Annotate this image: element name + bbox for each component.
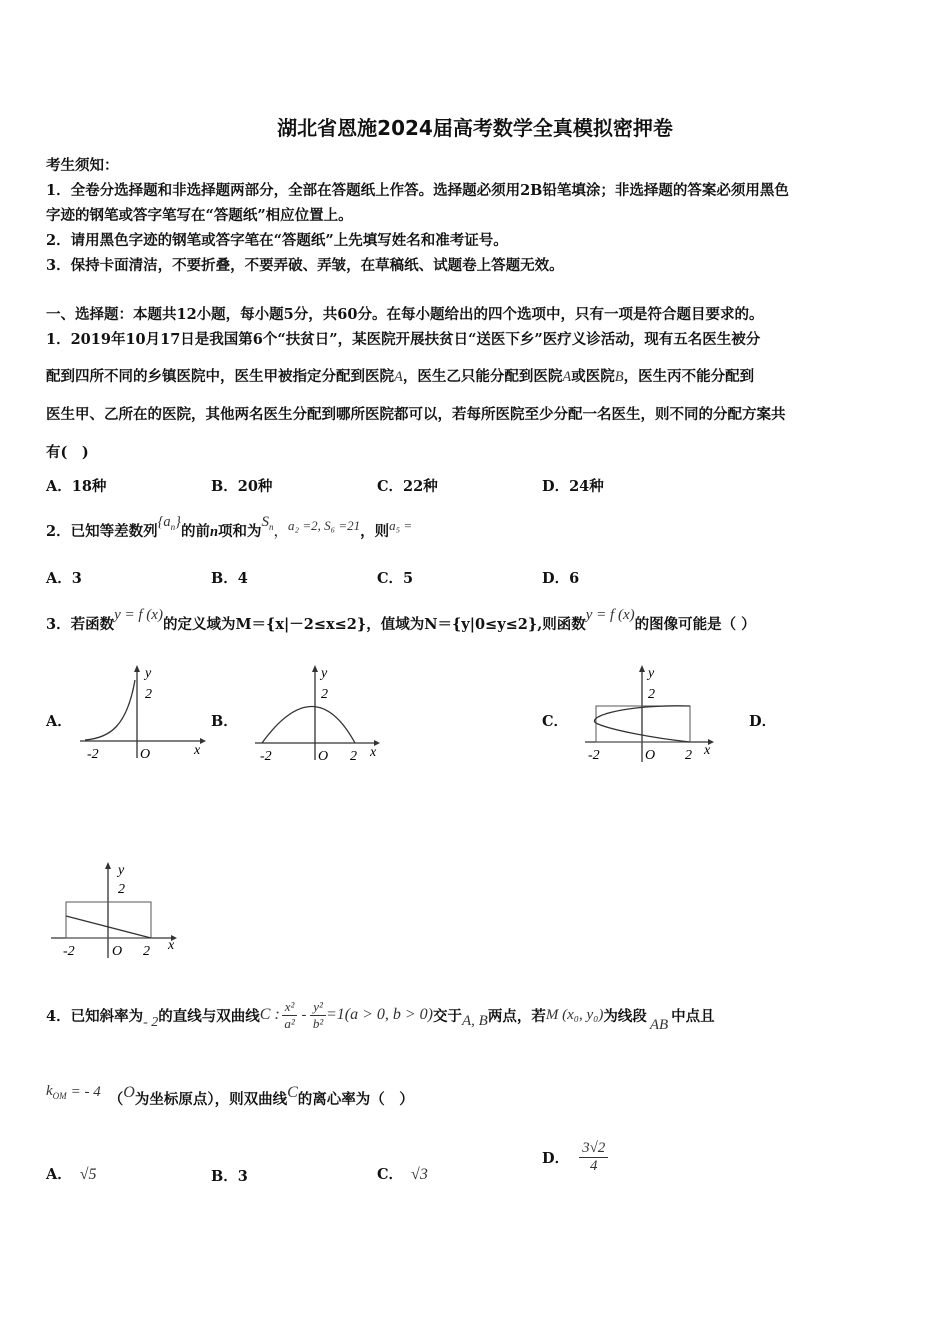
graph-b bbox=[252, 660, 392, 765]
q3-option-a[interactable]: A． bbox=[46, 713, 72, 730]
q1-line3: 医生甲、乙所在的医院，其他两名医生分配到哪所医院都可以，若每所医院至少分配一名医生，则不同的分配方案共 bbox=[46, 406, 786, 423]
q2-stem: 2．已知等差数列$\{a_n\}$的前n项和为$S_n$，a₂ =2, S₆ =21，则a₅ = bbox=[46, 514, 413, 540]
notice-item-2: 2．请用黑色字迹的钢笔或答字笔在“答题纸”上先填写姓名和准考证号。 bbox=[46, 232, 508, 249]
notice-heading: 考生须知： bbox=[46, 157, 119, 174]
q2-option-a[interactable]: A．3 bbox=[46, 570, 82, 587]
q4-option-c[interactable]: C． √3 bbox=[377, 1166, 428, 1183]
section-heading: 一、选择题：本题共12小题，每小题5分，共60分。在每小题给出的四个选项中，只有一项是符合题目要求的。 bbox=[46, 306, 764, 323]
graph-c-origin-label: O bbox=[645, 748, 656, 763]
notice-item-1-cont: 字迹的钢笔或答字笔写在“答题纸”相应位置上。 bbox=[46, 207, 353, 224]
graph-a-x-label: x bbox=[194, 743, 201, 758]
graph-b-2x-label: 2 bbox=[350, 749, 357, 764]
q2-option-b[interactable]: B．4 bbox=[211, 570, 248, 587]
graph-d-origin-label: O bbox=[112, 944, 123, 959]
graph-a-origin-label: O bbox=[140, 747, 151, 762]
notice-item-3: 3．保持卡面清洁，不要折叠，不要弄破、弄皱，在草稿纸、试题卷上答题无效。 bbox=[46, 257, 564, 274]
graph-c-2x-label: 2 bbox=[685, 748, 692, 763]
q1-line4: 有( ) bbox=[46, 444, 89, 461]
graph-d-2-label: 2 bbox=[118, 882, 125, 897]
graph-b-2-label: 2 bbox=[321, 687, 328, 702]
graph-b-x-label: x bbox=[370, 745, 377, 760]
graph-a-2-label: 2 bbox=[145, 687, 152, 702]
notice-item-1: 1．全卷分选择题和非选择题两部分，全部在答题纸上作答。选择题必须用2B铅笔填涂；非选择题的答案必须用黑色 bbox=[46, 182, 789, 199]
q4-stem-line1: 4．已知斜率为 - 2 的直线与双曲线 C : $\frac{\text{x²}}{\text{a²}}$ - $\frac{\text{y²}}{\text{b²}}$ =1(a > 0, b > 0) 交于 A, B 两点，若 M (x₀, y₀) 为线段 AB 中点且 bbox=[46, 998, 715, 1033]
q3-option-d[interactable]: D． bbox=[749, 713, 777, 730]
q1-line2: 配到四所不同的乡镇医院中，医生甲被指定分配到医院A，医生乙只能分配到医院A或医院B，医生丙不能分配到 bbox=[46, 368, 755, 385]
q3-stem: 3．若函数y = f (x)的定义域为M＝{x|－2≤x≤2}，值域为N＝{y|0≤y≤2},则函数y = f (x)的图像可能是（ ） bbox=[46, 607, 756, 633]
page-title: 湖北省恩施2024届高考数学全真模拟密押卷 bbox=[277, 116, 673, 140]
q3-option-c[interactable]: C． bbox=[542, 713, 569, 730]
q2-option-d[interactable]: D．6 bbox=[542, 570, 580, 587]
q1-option-a[interactable]: A．18种 bbox=[46, 478, 107, 495]
graph-d-neg2-label: -2 bbox=[63, 944, 75, 959]
graph-c-x-label: x bbox=[704, 743, 711, 758]
q1-option-b[interactable]: B．20种 bbox=[211, 478, 273, 495]
graph-d-y-label: y bbox=[118, 863, 125, 878]
graph-d-x-label: x bbox=[168, 938, 175, 953]
graph-a-y-label: y bbox=[145, 666, 152, 681]
q1-line1: 1．2019年10月17日是我国第6个“扶贫日”，某医院开展扶贫日“送医下乡”医疗义诊活动，现有五名医生被分 bbox=[46, 331, 761, 348]
graph-d-2x-label: 2 bbox=[143, 944, 150, 959]
graph-b-y-label: y bbox=[321, 666, 328, 681]
q1-option-d[interactable]: D．24种 bbox=[542, 478, 604, 495]
q4-stem-line2: $k_{OM}$ = - 4 （ O 为坐标原点），则双曲线 C 的离心率为（ ） bbox=[46, 1083, 414, 1108]
graph-a bbox=[75, 660, 215, 765]
graph-c bbox=[582, 660, 722, 765]
q4-option-d[interactable]: D． $\frac{3√2}{4}$ bbox=[542, 1140, 608, 1175]
graph-b-neg2-label: -2 bbox=[260, 749, 272, 764]
q4-option-b[interactable]: B．3 bbox=[211, 1168, 248, 1185]
graph-c-y-label: y bbox=[648, 666, 655, 681]
q2-option-c[interactable]: C．5 bbox=[377, 570, 414, 587]
q4-option-a[interactable]: A． √5 bbox=[46, 1166, 97, 1183]
graph-a-neg2-label: -2 bbox=[87, 747, 99, 762]
graph-c-neg2-label: -2 bbox=[588, 748, 600, 763]
q1-option-c[interactable]: C．22种 bbox=[377, 478, 438, 495]
graph-d bbox=[46, 855, 196, 965]
q3-option-b[interactable]: B． bbox=[211, 713, 238, 730]
graph-b-origin-label: O bbox=[318, 749, 329, 764]
graph-c-2-label: 2 bbox=[648, 687, 655, 702]
